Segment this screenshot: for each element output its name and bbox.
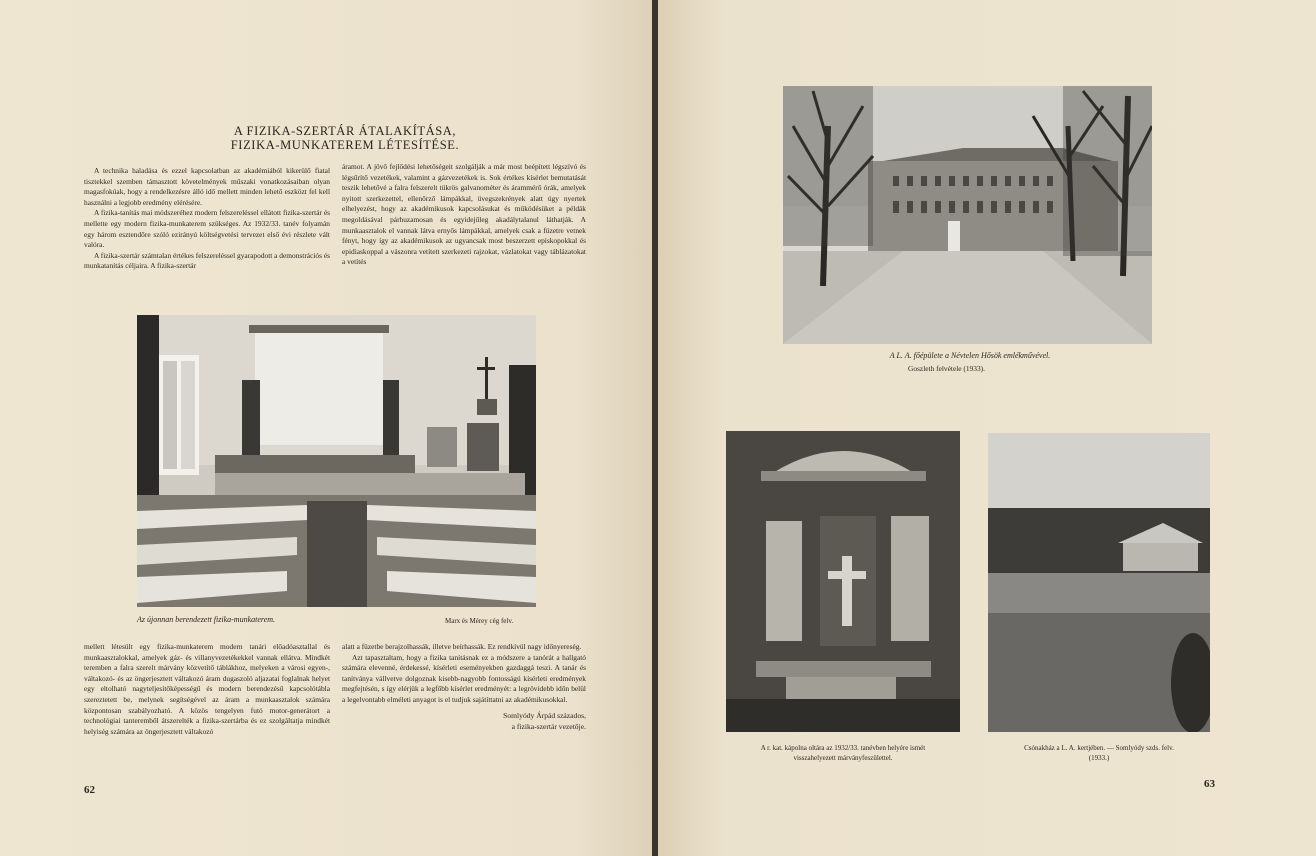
column-3 [84, 642, 330, 737]
boathouse-caption-line-1: Csónakház a L. A. kertjében. — Somlyódy szds. felv. [1024, 744, 1174, 752]
paragraph: A fizika-tanítás mai módszeréhez modern felszereléssel ellátott fizika-szertár és mellette egy modern fizika-munkaterem szükséges. Az 1932/33. tanév folyamán egy három esztendőre szóló ezirányú költségvetési tervezet első évi részlete vált valóra. [84, 208, 330, 250]
left-page [0, 0, 652, 856]
right-page [658, 0, 1316, 856]
paragraph: alatt a füzetbe berajzolhassák, illetve beírhassák. Ez rendkívül nagy időnyereség. [342, 642, 582, 651]
paragraph: Azt tapasztaltam, hogy a fizika tanításnak ez a módszere a tanórát a hallgató számára elevenné, érdekessé, kísérleti eseményekben gazdaggá teszi. A tanár és tanítványa vállvetve dolgoznak kisebb-nagyobb fontosságú kísérleti eredmények megfejtésén, s így elérjük a legfőbb kísérlet eredményét: a legrövidebb időn belül a legelvontabb elméleti anyagot is el tudjuk sajátíttatni az akadémikusokkal. [342, 652, 586, 704]
title-line-2: FIZIKA-MUNKATEREM LÉTESÍTÉSE. [230, 138, 460, 152]
column-4 [342, 642, 586, 732]
boathouse-caption-line-2: (1933.) [1088, 754, 1110, 762]
signature-name: Somlyódy Árpád százados, [503, 710, 586, 720]
signature-role: a fizika-szertár vezetője. [511, 721, 586, 731]
physics-lab-photo [137, 315, 536, 607]
chapel-caption-line-2: visszahelyezett márványfeszülettel. [793, 754, 893, 762]
paragraph: mellett létesült egy fizika-munkaterem modern tanári előadóasztallal és munkaasztalokkal, amelyek gáz- és villanyvezetékekkel vannak ellátva. Mindkét teremben a falra szerelt márvány közvetítő táblákhoz, melyeken a városi egyen-, váltakozó- és az öngerjesztett váltakozó áram dugaszoló aljazatai foglalnak helyet egy eltolható nagyteljesítőképességű és modern berendezésű kapcsolótábla szereztetett be, melynek segítségével az áram a munkaasztalok számára központosan szabályozható. A közös tengelyen futó motor-generátort a technológiai tanteremből átszerelték a fizika-szertárba és ez szolgáltatja mindkét helyiség számára az öngerjesztett váltakozó [84, 642, 330, 736]
chapel-caption [716, 743, 970, 763]
column-1 [84, 166, 330, 272]
lab-photo-credit: Marx és Mérey cég felv. [445, 617, 514, 625]
chapel-altar-photo [726, 431, 960, 732]
main-building-photo [783, 86, 1152, 344]
article-title [180, 124, 510, 152]
lab-photo-caption: Az újonnan berendezett fizika-munkaterem. [137, 615, 276, 624]
page-number-right: 63 [1204, 778, 1215, 790]
paragraph: A fizika-szertár számtalan értékes felszereléssel gyarapodott a demonstrációs és munkatanítás céljaira. A fizika-szertár [84, 250, 330, 271]
paragraph: A technika haladása és ezzel kapcsolatban az akadémiából kikerülő fiatal tisztekkel szemben támasztott követelmények műszaki vonatkozásaiban olyan magasfokúak, hogy a rendelkezésre álló idő mellett minden lehető eszközt fel kell használni a legjobb eredmény elérésére. [84, 166, 330, 207]
paragraph: áramot. A jövő fejlődési lehetőségeit szolgálják a már most beépített légszívó és légsűrítő vezetékek, valamint a gázvezetékek is. Sok értékes kísérlet bemutatását teszik lehetővé a falra felszerelt tükrös galvanométer és árammérő órák, amelyek nyitott szerkezettel, ellenőrző lámpákkal, üvegszekrények alatt úgy nyertek elhelyezést, hogy az akadémikusok kapcsolásukat és működésüket a példák megoldásával párhuzamosan és egyidejűleg akadálytalanul láthatják. A munkaasztalok el vannak látva ernyős lámpákkal, amelyek csak a füzetre vetnek fényt, hogy így az akadémikusok az ugyancsak most beszerzett episkopokkal és epidiaskoppal a vászonra vetített szerkezeti rajzokat, vázlatokat vagy táblázatokat a vetítés [342, 162, 586, 267]
title-line-1: A FIZIKA-SZERTÁR ÁTALAKÍTÁSA, [233, 124, 457, 138]
main-building-caption: A L. A. főépülete a Névtelen Hősök emlékművével. [889, 351, 1051, 360]
main-building-credit: Goszleth felvétele (1933). [908, 364, 985, 373]
boathouse-photo [988, 433, 1210, 732]
column-2 [342, 162, 586, 268]
boathouse-caption [984, 743, 1214, 763]
chapel-caption-line-1: A r. kat. kápolna oltára az 1932/33. tanévben helyére ismét [760, 744, 926, 752]
page-number-left: 62 [84, 784, 95, 796]
